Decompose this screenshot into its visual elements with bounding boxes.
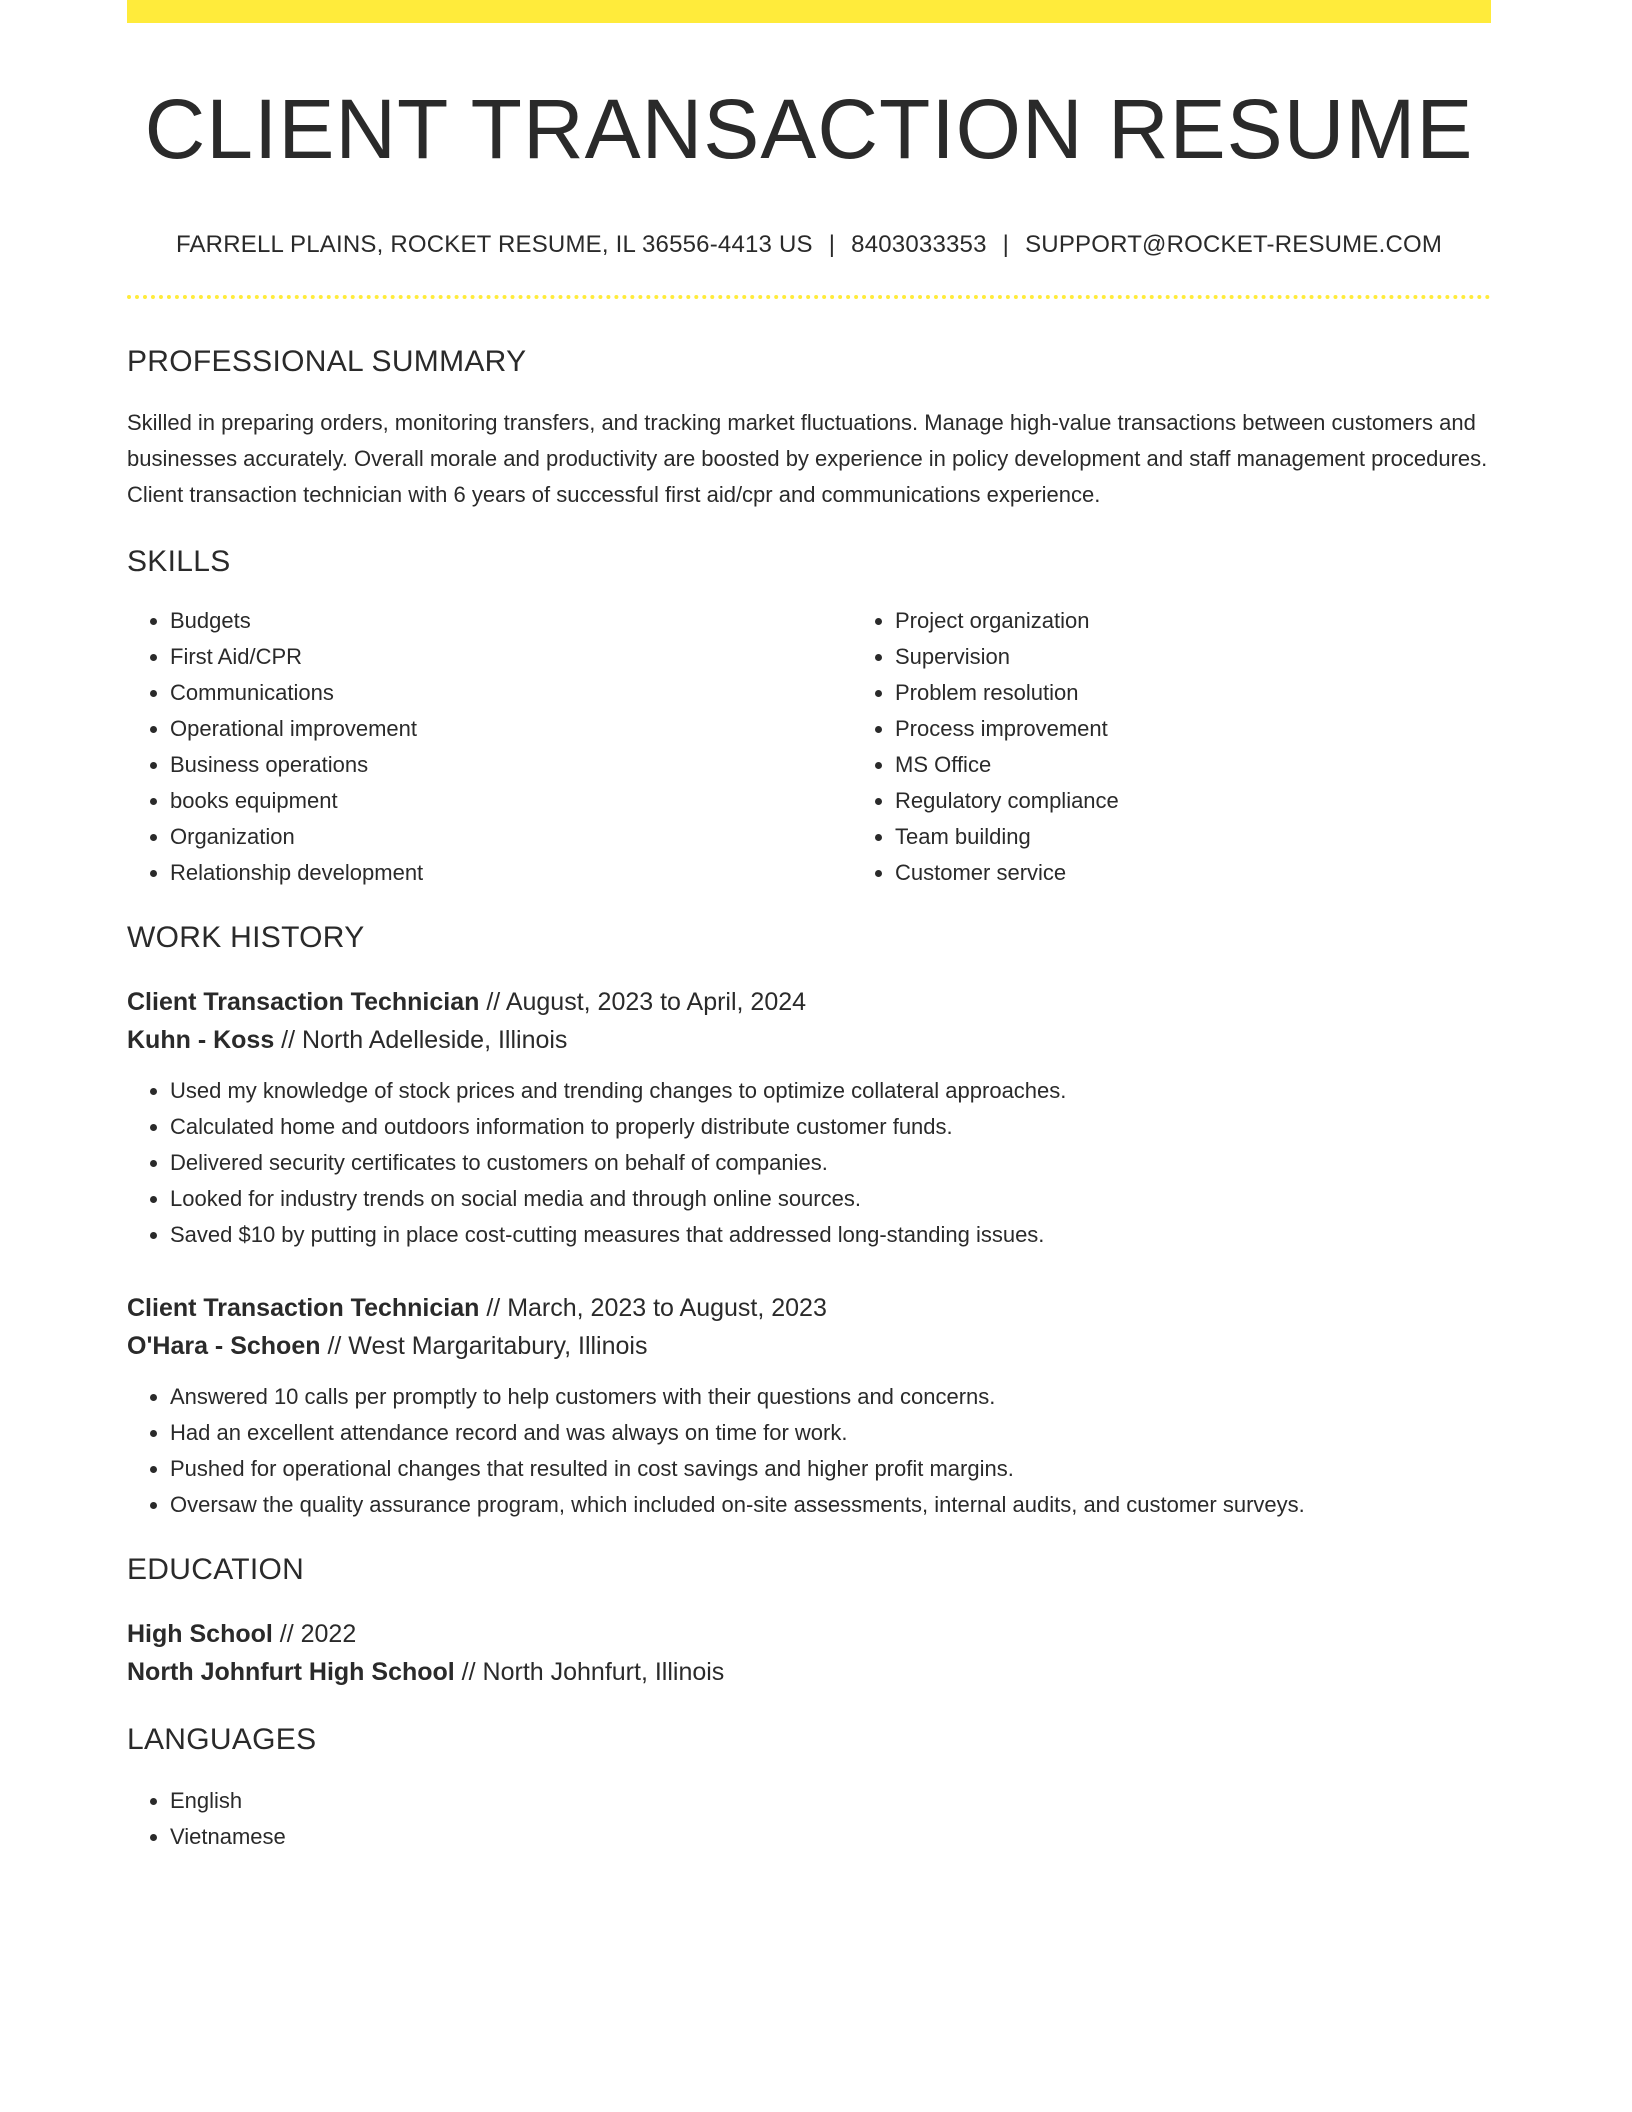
skill-item: • books equipment [170, 783, 852, 819]
skill-item: • First Aid/CPR [170, 639, 852, 675]
email: SUPPORT@ROCKET-RESUME.COM [1025, 231, 1443, 259]
resume-title: CLIENT TRANSACTION RESUME [144, 82, 1474, 176]
job-bullet: • Answered 10 calls per promptly to help customers with their questions and concerns. [170, 1379, 1491, 1415]
degree-line [127, 1615, 1491, 1653]
skill-item: • Problem resolution [895, 675, 1577, 711]
skill-item: • Operational improvement [170, 711, 852, 747]
job-location: North Adelleside, Illinois [302, 1026, 568, 1055]
resume-page [127, 0, 1491, 1855]
contact-line [127, 231, 1491, 259]
work-history-heading: WORK HISTORY [127, 921, 365, 955]
skills-heading: SKILLS [127, 545, 231, 579]
field-separator: // [479, 1294, 508, 1323]
job-bullet: • Saved $10 by putting in place cost-cutting measures that addressed long-standing issues. [170, 1217, 1491, 1253]
job-company-line [127, 1327, 1491, 1365]
degree: High School [127, 1620, 273, 1649]
job-bullet: • Used my knowledge of stock prices and trending changes to optimize collateral approaches. [170, 1073, 1491, 1109]
skill-item: • Relationship development [170, 855, 852, 891]
skill-item: • Regulatory compliance [895, 783, 1577, 819]
contact-separator: | [828, 231, 836, 259]
field-separator: // [454, 1658, 483, 1687]
skills-grid [127, 603, 1491, 891]
job-company: O'Hara - Schoen [127, 1332, 321, 1361]
skill-item: • Budgets [170, 603, 852, 639]
field-separator: // [272, 1620, 301, 1649]
job-dates: August, 2023 to April, 2024 [505, 988, 807, 1017]
skill-item: • Business operations [170, 747, 852, 783]
language-item: • English [170, 1783, 1491, 1819]
dotted-divider [127, 295, 1491, 299]
skill-item: • Supervision [895, 639, 1577, 675]
skill-item: • Project organization [895, 603, 1577, 639]
job-bullet: • Had an excellent attendance record and was always on time for work. [170, 1415, 1491, 1451]
job-entry [127, 1289, 1491, 1523]
job-title-line [127, 983, 1491, 1021]
field-separator: // [320, 1332, 349, 1361]
skill-item: • MS Office [895, 747, 1577, 783]
skill-item: • Process improvement [895, 711, 1577, 747]
skill-item: • Organization [170, 819, 852, 855]
field-separator: // [274, 1026, 303, 1055]
job-bullet: • Looked for industry trends on social media and through online sources. [170, 1181, 1491, 1217]
job-dates: March, 2023 to August, 2023 [507, 1294, 827, 1323]
job-title-line [127, 1289, 1491, 1327]
job-entry [127, 983, 1491, 1253]
job-title: Client Transaction Technician [127, 1294, 480, 1323]
job-company: Kuhn - Koss [127, 1026, 275, 1055]
skill-item: • Team building [895, 819, 1577, 855]
job-company-line [127, 1021, 1491, 1059]
summary-text: Skilled in preparing orders, monitoring transfers, and tracking market fluctuations. Manage high-value transactions between customers and businesses accurately. Overall morale and productivity are boosted by experience in policy development and staff management procedures. Client transaction technician with 6 years of successful first aid/cpr and communications experience. [127, 410, 1488, 508]
job-bullet: • Calculated home and outdoors information to properly distribute customer funds. [170, 1109, 1491, 1145]
address: FARRELL PLAINS, ROCKET RESUME, IL 36556-4413 US [175, 231, 813, 259]
skills-list-right [852, 603, 1577, 891]
education-heading: EDUCATION [127, 1553, 305, 1587]
school-location: North Johnfurt, Illinois [482, 1658, 725, 1687]
skills-list-left [127, 603, 852, 891]
job-bullet: • Pushed for operational changes that resulted in cost savings and higher profit margins. [170, 1451, 1491, 1487]
school-name: North Johnfurt High School [127, 1658, 455, 1687]
field-separator: // [479, 988, 506, 1017]
job-title: Client Transaction Technician [127, 988, 480, 1017]
contact-separator: | [1002, 231, 1010, 259]
job-location: West Margaritabury, Illinois [348, 1332, 648, 1361]
skill-item: • Customer service [895, 855, 1577, 891]
graduation-year: 2022 [300, 1620, 357, 1649]
skill-item: • Communications [170, 675, 852, 711]
summary-heading: PROFESSIONAL SUMMARY [127, 345, 527, 379]
phone: 8403033353 [851, 231, 987, 259]
accent-bar [127, 0, 1491, 23]
education-entry [127, 1615, 1491, 1691]
job-bullet: • Oversaw the quality assurance program, which included on-site assessments, internal audits, and customer surveys. [170, 1487, 1491, 1523]
job-bullets [127, 1379, 1491, 1523]
job-bullet: • Delivered security certificates to customers on behalf of companies. [170, 1145, 1491, 1181]
school-line [127, 1653, 1491, 1691]
languages-list [127, 1783, 1491, 1855]
language-item: • Vietnamese [170, 1819, 1491, 1855]
job-bullets [127, 1073, 1491, 1253]
languages-heading: LANGUAGES [127, 1723, 317, 1757]
